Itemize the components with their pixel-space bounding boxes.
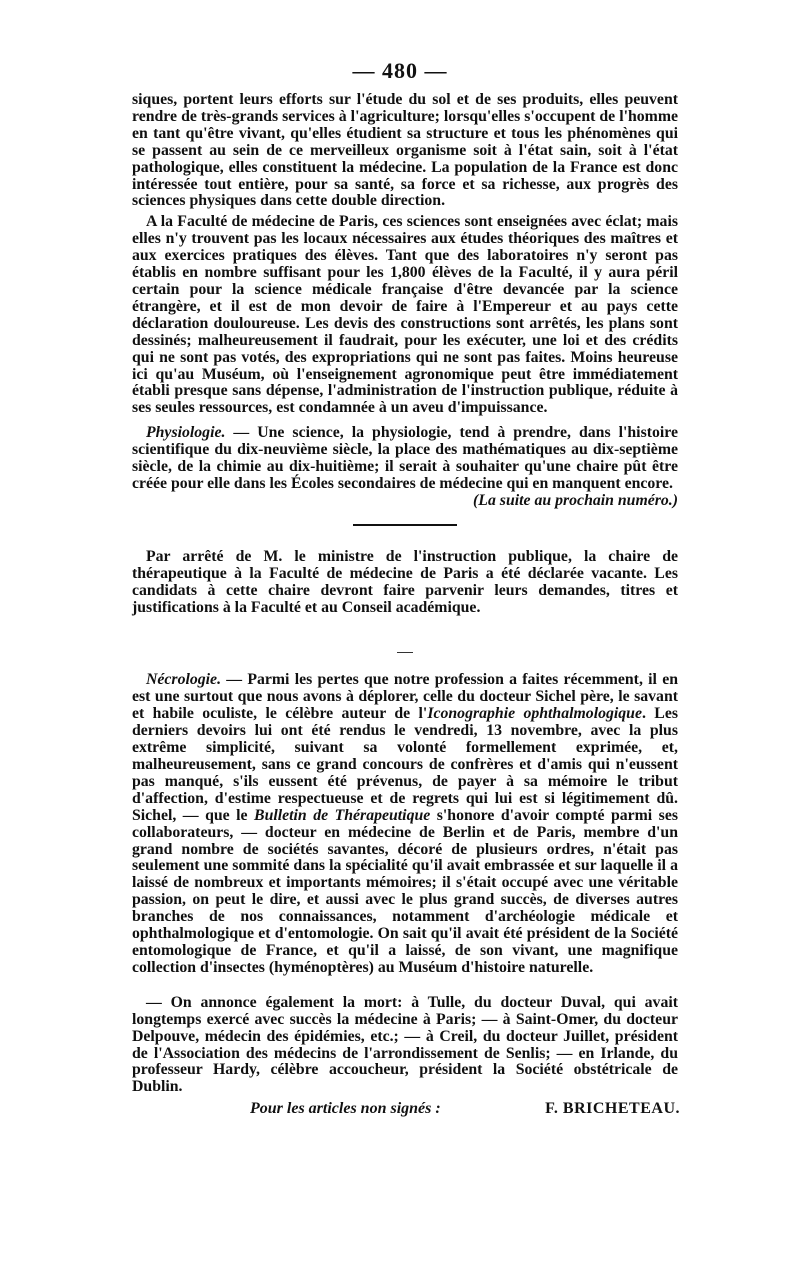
paragraph-sciences: siques, portent leurs efforts sur l'étude du sol et de ses produits, elles peuvent rendre de très-grands services à l'agriculture; lorsqu'elles s'occupent de l'homme en tant qu'être vivant, qu'elles étudient sa structure et tous les phénomènes qui se passent au sein de ce merveilleux organisme soit à l'état sain, soit à l'état pathologique, elles constituent la médecine. La population de la France est donc intéressée tout entière, pour sa santé, sa force et sa richesse, aux progrès des sciences physiques dans cette double direction. [132, 91, 678, 210]
paragraph-necrologie [132, 672, 678, 976]
section-divider-small [132, 640, 678, 658]
divider-line [353, 524, 457, 526]
iconographie-title: Iconographie ophthalmologique [427, 705, 642, 723]
physiologie-body: — Une science, la physiologie, tend à prendre, dans l'histoire scientifique du dix-neuvième siècle, la place des mathématiques au dix-septième siècle, de la chimie au dix-huitième; il serait à souhaiter qu'une chaire pût être créée pour elle dans les Écoles secondaires de médecine qui en manquent encore. [132, 424, 678, 492]
necrologie-text-c: s'honore d'avoir compté parmi ses collaborateurs, — docteur en médecine de Berlin et de Paris, membre d'un grand nombre de sociétés savantes, décoré de plusieurs ordres, n'était pas seulement une sommité dans la spécialité qu'il avait embrassée et sur laquelle il a laissé de nombreux et importants mémoires; il s'était occupé avec une véritable passion, on peut le dire, et aussi avec le plus grand succès, de diverses autres branches de nos connaissances, notamment d'archéologie médicale et ophthalmologique et d'entomologie. On sait qu'il avait été président de la Société entomologique de France, et qu'il a laissé, de son vivant, une magnifique collection d'insectes (hyménoptères) au Muséum d'histoire naturelle. [132, 806, 678, 976]
divider-line-short [397, 652, 413, 653]
physiologie-heading: Physiologie. [146, 424, 226, 442]
bulletin-title: Bulletin de Thérapeutique [254, 806, 431, 824]
paragraph-physiologie [132, 424, 678, 509]
paragraph-faculte-paris: A la Faculté de médecine de Paris, ces sciences sont enseignées avec éclat; mais elles n'y trouvent pas les locaux nécessaires aux études théoriques des maîtres et aux exercices pratiques des élèves. Tant que des laboratoires n'y seront pas établis en nombre suffisant pour les 1,800 élèves de la Faculté, il y aura péril certain pour la science médicale française d'être devancée par la science étrangère, et il est de mon devoir de faire à l'Empereur et au pays cette déclaration douloureuse. Les devis des constructions sont arrêtés, les plans sont dessinés; malheureusement il faudrait, pour les exécuter, une loi et des crédits qui ne sont pas votés, des expropriations qui ne sont pas faites. Moins heureuse ici qu'au Muséum, où l'enseignement agronomique peut être immédiatement établi presque sans dépense, l'administration de l'instruction publique, réduite à ses seules ressources, est condamnée à un aveu d'impuissance. [132, 213, 678, 417]
paragraph-chaire-therapeutique: Par arrêté de M. le ministre de l'instruction publique, la chaire de thérapeutique à la Faculté de médecine de Paris a été déclarée vacante. Les candidats à cette chaire devront faire parvenir leurs demandes, titres et justifications à la Faculté et au Conseil académique. [132, 547, 678, 616]
necrologie-heading: Nécrologie. [146, 671, 222, 689]
paragraph-annonces-deces: — On annonce également la mort: à Tulle, du docteur Duval, qui avait longtemps exercé avec succès la médecine à Paris; — à Saint-Omer, du docteur Delpouve, médecin des épidémies, etc.; — à Creil, du docteur Juillet, président de l'Association des médecins de l'arrondissement de Senlis; — en Irlande, du professeur Hardy, célèbre accoucheur, président la Société obstétricale de Dublin. [132, 993, 678, 1096]
continuation-note: (La suite au prochain numéro.) [473, 491, 678, 509]
signature-label: Pour les articles non signés : [250, 1100, 441, 1117]
signature-line [250, 1100, 680, 1118]
signature-name: F. BRICHETEAU. [545, 1100, 680, 1117]
section-divider [132, 513, 678, 531]
page-number: — 480 — [352, 58, 448, 83]
necrologie-text-b: . Les derniers devoirs lui ont été rendus le vendredi, 13 novembre, avec la plus extrême simplicité, suivant sa volonté formellement exprimée, et, malheureusement, sans ce grand concours de confrères et d'amis qui n'eussent pas manqué, s'ils eussent été prévenus, de payer à sa mémoire le tribut d'affection, d'estime respectueuse et de regrets qui lui est si légitimement dû. Sichel, — que le [132, 705, 678, 824]
text-column [132, 92, 678, 1096]
necrologie-text-a: — Parmi les pertes que notre profession a faites récemment, il en est une surtout que nous avons à déplorer, celle du docteur Sichel père, le savant et habile oculiste, le célèbre auteur de l' [132, 671, 678, 723]
